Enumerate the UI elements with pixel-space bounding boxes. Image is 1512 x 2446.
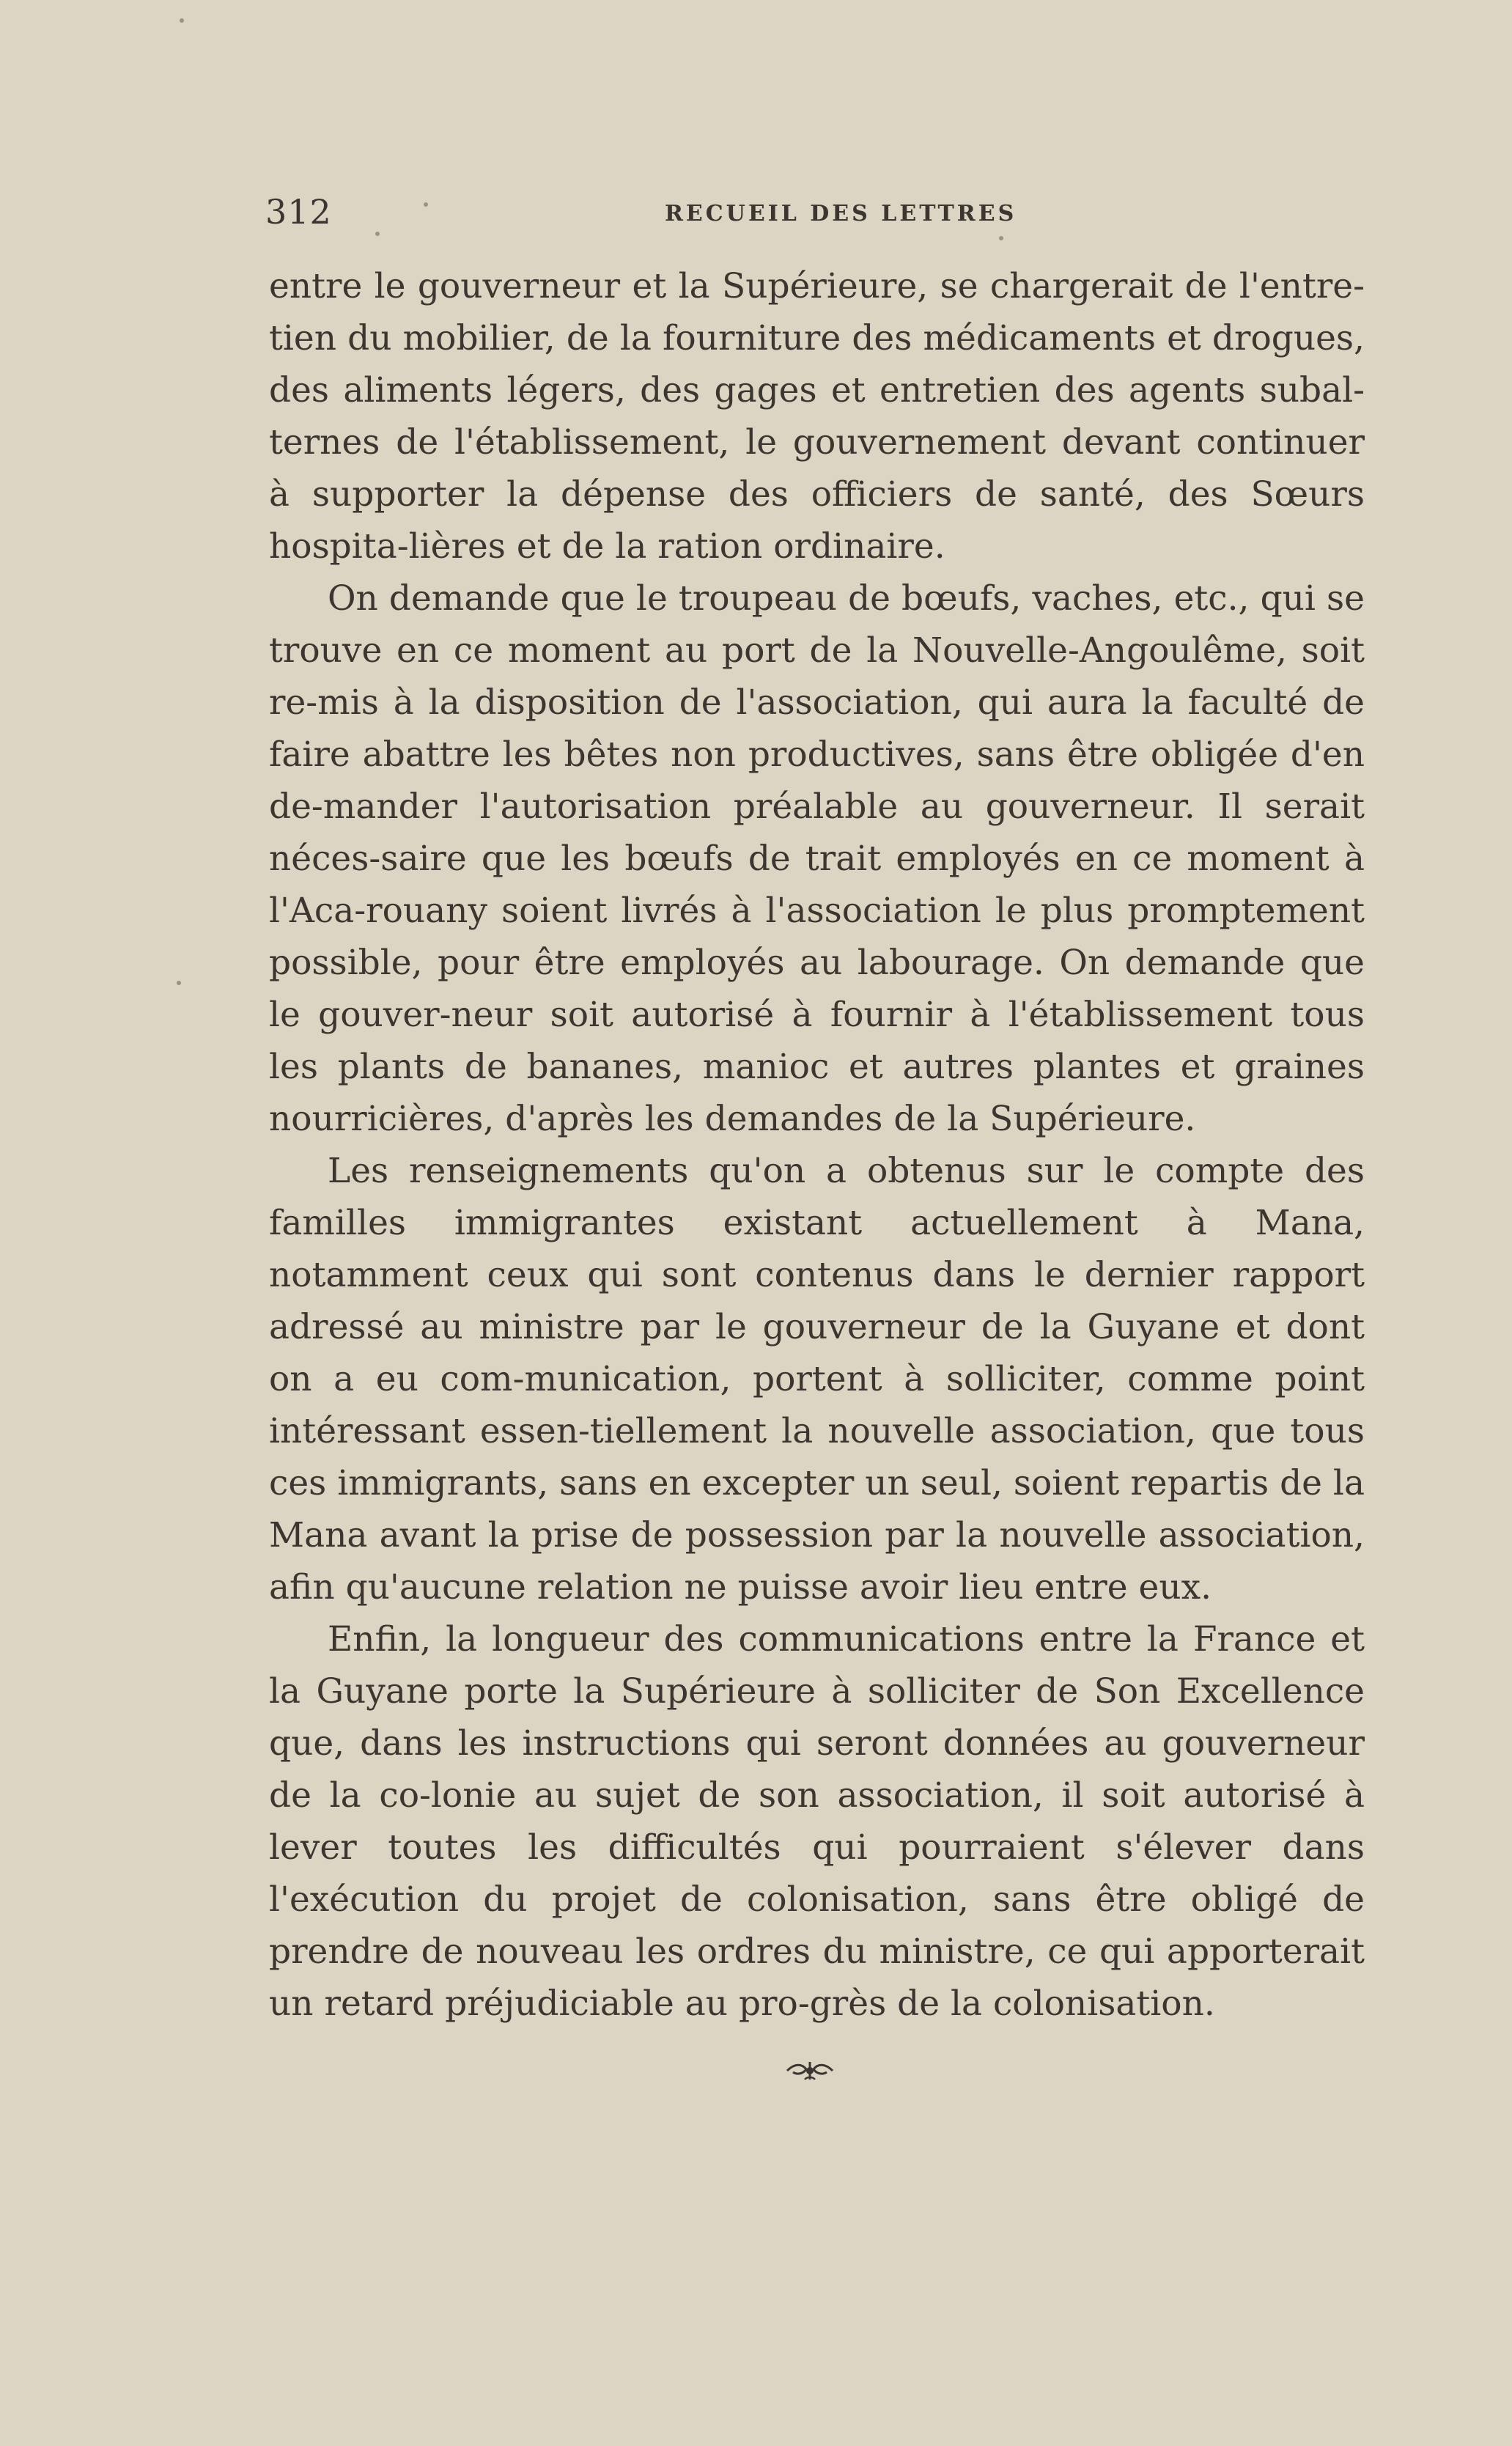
paragraph-2: On demande que le troupeau de bœufs, vaches, etc., qui se trouve en ce moment au port de la Nouvelle-Angoulême, soit re-mis à la disposition de l'association, qui aura la faculté de faire abattre les bêtes non productives, sans être obligée d'en de-mander l'autorisation préalable au gouverneur. Il serait néces-saire que les bœufs de trait employés en ce moment à l'Aca-rouany soient livrés à l'association le plus promptement possible, pour être employés au labourage. On demande que le gouver-neur soit autorisé à fournir à l'établissement tous les plants de bananes, manioc et autres plantes et graines nourricières, d'après les demandes de la Supérieure. (269, 578, 1365, 1139)
paper-speck (180, 18, 184, 23)
body-text (269, 260, 1365, 2030)
paragraph-1: entre le gouverneur et la Supérieure, se chargerait de l'entre-tien du mobilier, de la fourniture des médicaments et drogues, des aliments légers, des gages et entretien des agents subal-ternes de l'établissement, le gouvernement devant continuer à supporter la dépense des officiers de santé, des Sœurs hospita-lières et de la ration ordinaire. (269, 266, 1365, 567)
paper-speck (177, 981, 181, 985)
paragraph-4: Enfin, la longueur des communications entre la France et la Guyane porte la Supérieure à solliciter de Son Excellence que, dans les instructions qui seront données au gouverneur de la co-lonie au sujet de son association, il soit autorisé à lever toutes les difficultés qui pourraient s'élever dans l'exécution du projet de colonisation, sans être obligé de prendre de nouveau les ordres du ministre, ce qui apporterait un retard préjudiciable au pro-grès de la colonisation. (269, 1619, 1365, 2024)
page-number: 312 (265, 192, 332, 232)
running-head: RECUEIL DES LETTRES (665, 201, 1017, 226)
paragraph-3: Les renseignements qu'on a obtenus sur le compte des familles immigrantes existant actuellement à Mana, notamment ceux qui sont contenus dans le dernier rapport adressé au ministre par le gouverneur de la Guyane et dont on a eu com-munication, portent à solliciter, comme point intéressant essen-tiellement la nouvelle association, que tous ces immigrants, sans en excepter un seul, soient repartis de la Mana avant la prise de possession par la nouvelle association, afin qu'aucune relation ne puisse avoir lieu entre eux. (269, 1151, 1365, 1607)
paper-speck (424, 202, 428, 207)
paper-speck (375, 232, 380, 236)
page-header (265, 192, 1365, 236)
paper-speck (999, 236, 1003, 240)
vignette-fleuron-icon (784, 2058, 836, 2084)
